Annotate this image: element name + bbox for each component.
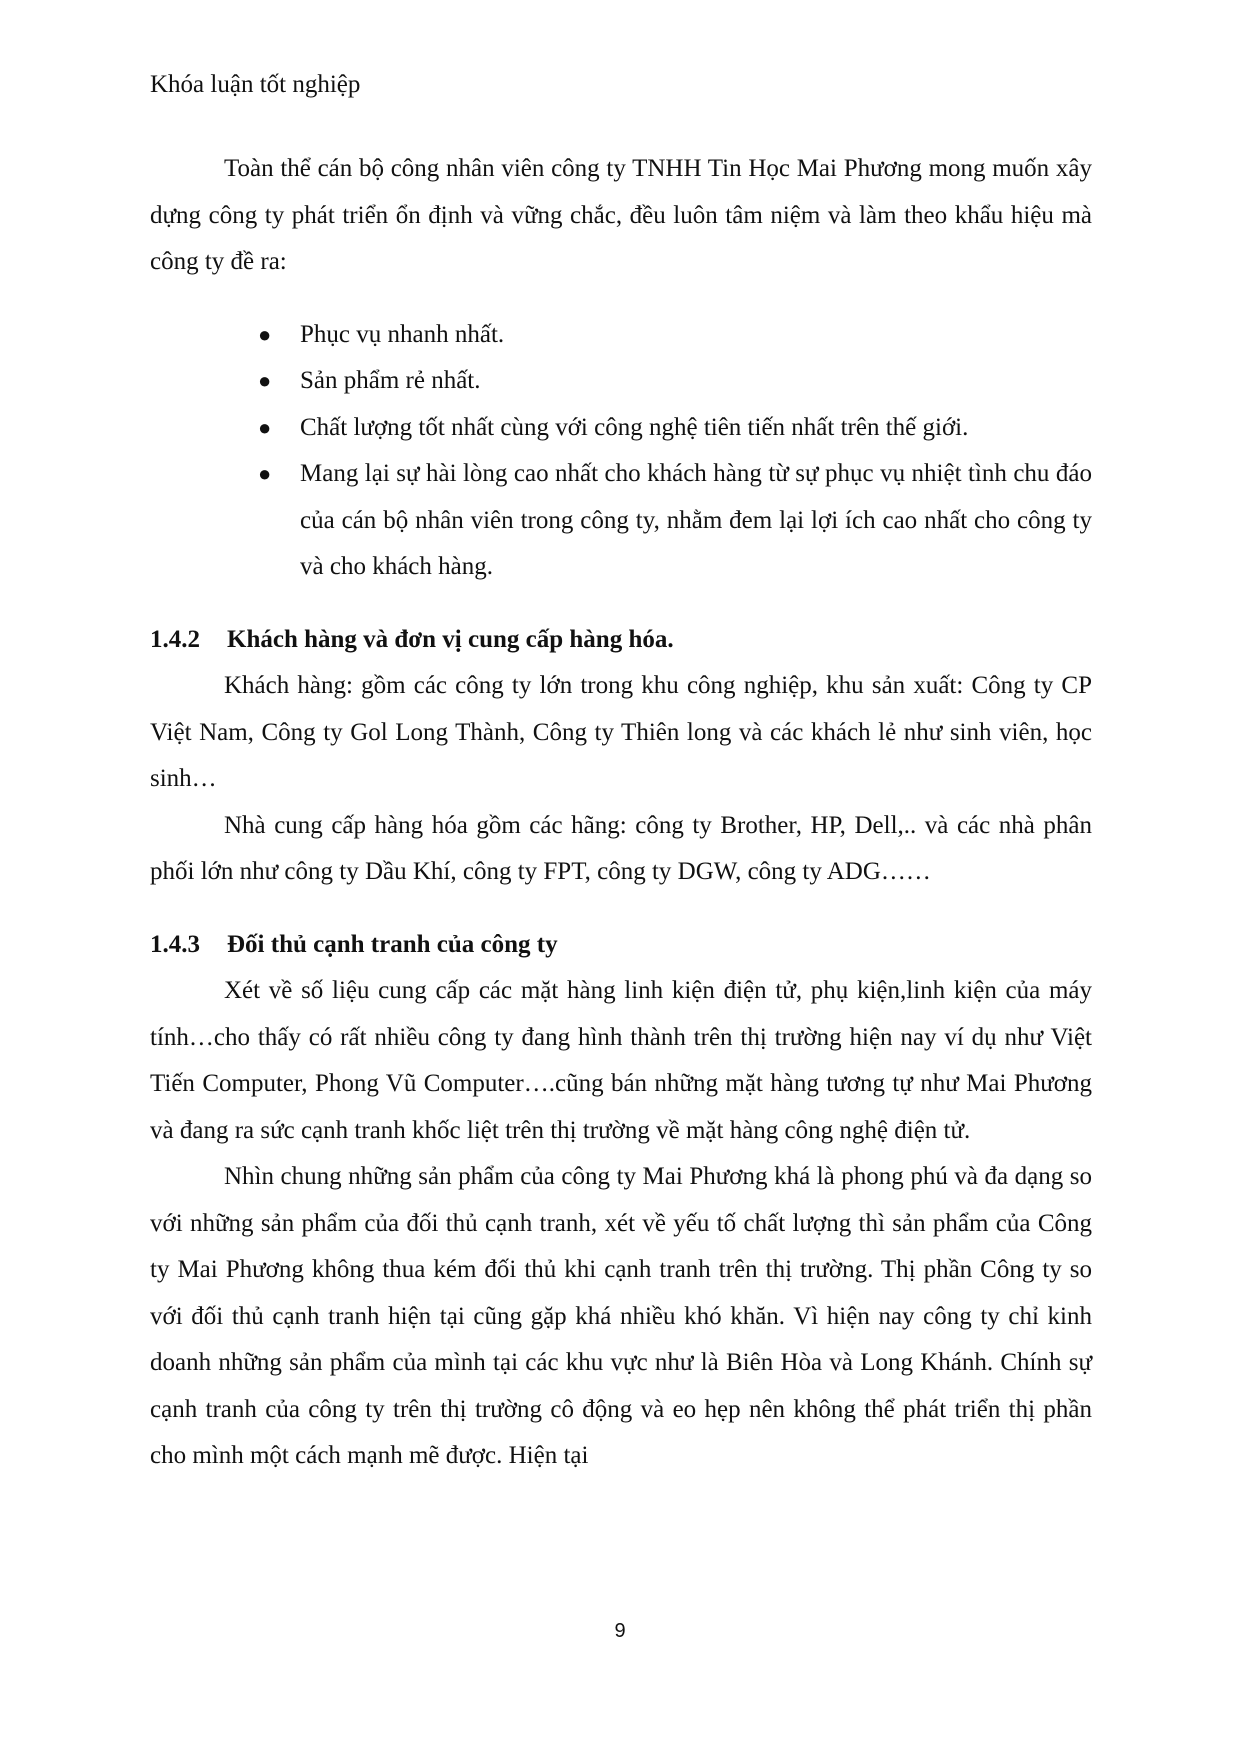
slogan-list — [150, 312, 1092, 591]
section-heading-143 — [150, 922, 1092, 969]
bullet-icon: ● — [258, 368, 272, 393]
page-number: 9 — [614, 1620, 626, 1642]
page-content — [150, 146, 1092, 1480]
list-item — [150, 312, 1092, 359]
section-title: Khách hàng và đơn vị cung cấp hàng hóa. — [227, 625, 674, 653]
section-number: 1.4.2 — [150, 625, 200, 653]
bullet-icon: ● — [258, 414, 272, 440]
section-heading-142 — [150, 617, 1092, 664]
list-item-text: Phục vụ nhanh nhất. — [300, 320, 505, 348]
suppliers-paragraph: Nhà cung cấp hàng hóa gồm các hãng: công ty Brother, HP, Dell,.. và các nhà phân phối lớn như công ty Dầu Khí, công ty FPT, công ty DGW, công ty ADG…… — [150, 811, 1092, 885]
list-item — [150, 451, 1092, 591]
bullet-icon: ● — [258, 461, 272, 486]
list-item — [150, 358, 1092, 405]
competitors-paragraph: Xét về số liệu cung cấp các mặt hàng linh kiện điện tử, phụ kiện,linh kiện của máy tính…cho thấy có rất nhiều công ty đang hình thành trên thị trường hiện nay ví dụ như Việt Tiến Computer, Phong Vũ Computer….cũng bán những mặt hàng tương tự như Mai Phương và đang ra sức cạnh tranh khốc liệt trên thị trường về mặt hàng công nghệ điện tử. — [150, 977, 1092, 1144]
customers-paragraph: Khách hàng: gồm các công ty lớn trong khu công nghiệp, khu sản xuất: Công ty CP Việt Nam, Công ty Gol Long Thành, Công ty Thiên long và các khách lẻ như sinh viên, học sinh… — [150, 672, 1092, 792]
intro-paragraph: Toàn thể cán bộ công nhân viên công ty TNHH Tin Học Mai Phương mong muốn xây dựng công ty phát triển ổn định và vững chắc, đều luôn tâm niệm và làm theo khẩu hiệu mà công ty đề ra: — [150, 155, 1092, 275]
list-item-text: Chất lượng tốt nhất cùng với công nghệ tiên tiến nhất trên thế giới. — [300, 413, 969, 441]
list-item — [150, 405, 1092, 452]
section-title: Đối thủ cạnh tranh của công ty — [227, 930, 558, 958]
section-number: 1.4.3 — [150, 930, 200, 958]
bullet-icon: ● — [258, 321, 272, 347]
market-share-paragraph: Nhìn chung những sản phẩm của công ty Mai Phương khá là phong phú và đa dạng so với những sản phẩm của đối thủ cạnh tranh, xét về yếu tố chất lượng thì sản phẩm của Công ty Mai Phương không thua kém đối thủ khi cạnh tranh trên thị trường. Thị phần Công ty so với đối thủ cạnh tranh hiện tại cũng gặp khá nhiều khó khăn. Vì hiện nay công ty chỉ kinh doanh những sản phẩm của mình tại các khu vực như là Biên Hòa và Long Khánh. Chính sự cạnh tranh của công ty trên thị trường cô động và eo hẹp nên không thể phát triển thị phần cho mình một cách mạnh mẽ được. Hiện tại — [150, 1163, 1092, 1469]
running-header: Khóa luận tốt nghiệp — [150, 71, 361, 98]
list-item-text: Sản phẩm rẻ nhất. — [300, 367, 481, 394]
list-item-text: Mang lại sự hài lòng cao nhất cho khách hàng từ sự phục vụ nhiệt tình chu đáo của cán bộ nhân viên trong công ty, nhằm đem lại lợi ích cao nhất cho công ty và cho khách hàng. — [300, 460, 1092, 580]
